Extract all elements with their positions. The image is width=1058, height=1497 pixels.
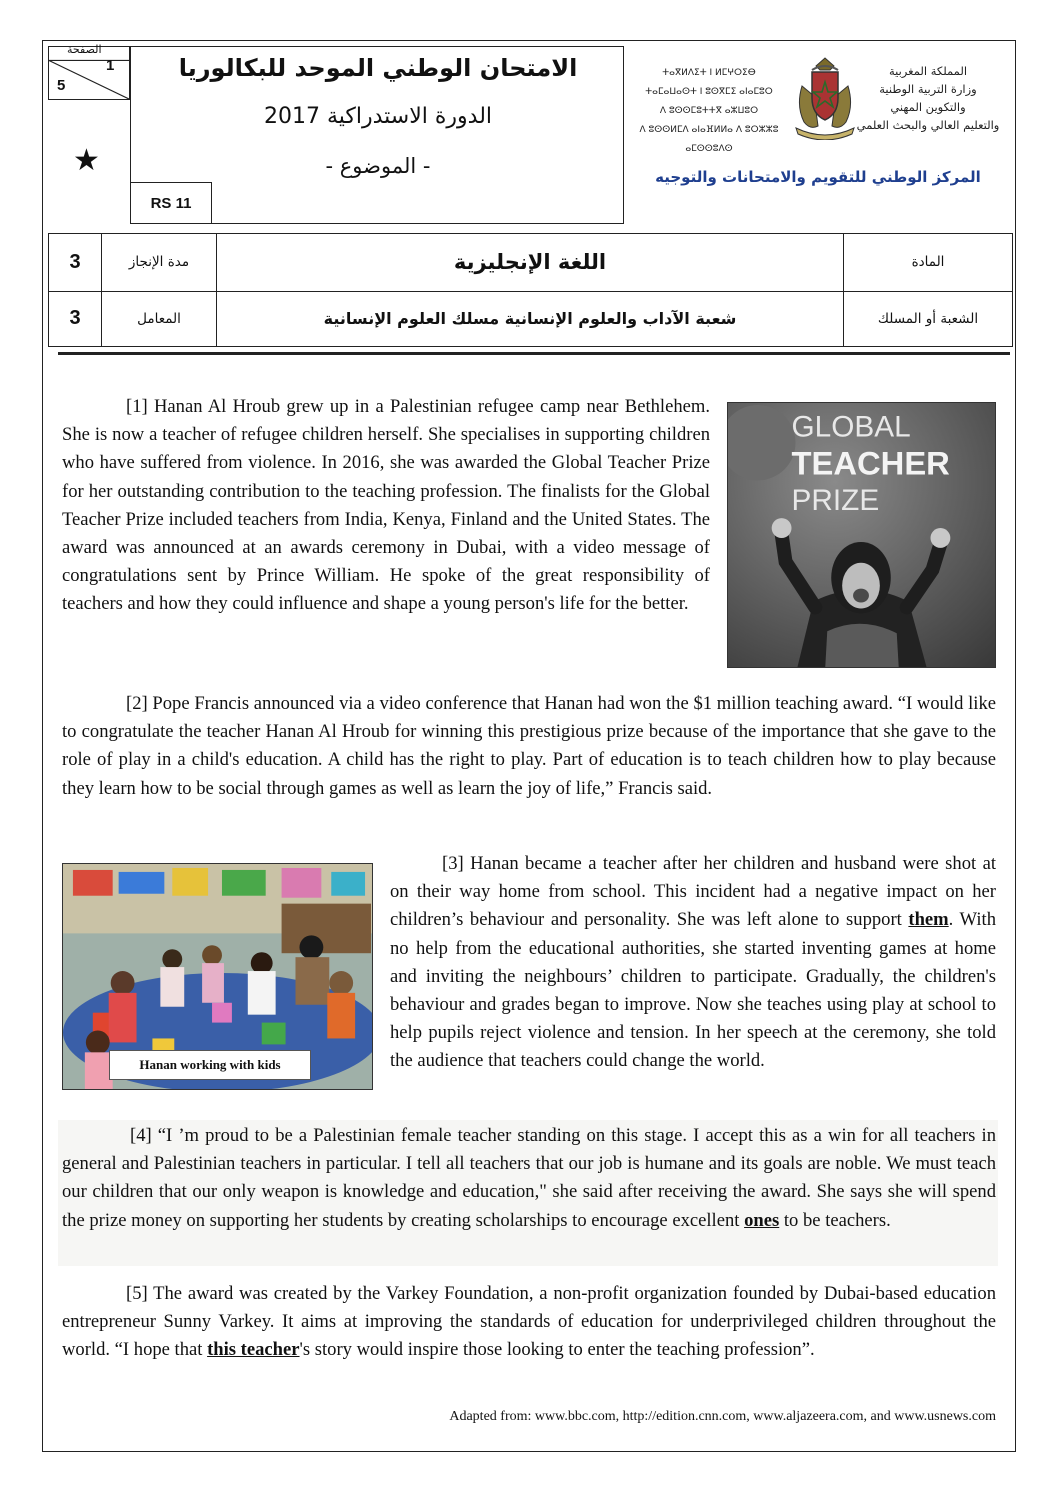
ministry-line: وزارة التربية الوطنية xyxy=(879,82,977,96)
track-row xyxy=(49,291,1013,346)
page-label: الصفحة xyxy=(67,43,102,56)
page-total: 5 xyxy=(57,77,66,94)
tifinagh-ministry-name xyxy=(628,64,790,159)
exam-session: الدورة الاستدراكية 2017 xyxy=(263,104,493,129)
prize-word-teacher: TEACHER xyxy=(791,444,950,482)
moroccan-coat-of-arms-icon xyxy=(790,56,860,140)
center-name: المركز الوطني للتقويم والامتحانات والتوجيه xyxy=(655,168,981,186)
reference-word-ones: ones xyxy=(744,1209,780,1231)
ministry-line: والتكوين المهني xyxy=(890,100,966,114)
coefficient-label: المعامل xyxy=(102,291,217,346)
paragraph-3-text: [3] Hanan became a teacher after her children and husband were shot at on their way home from school. This incident had a negative impact on her children’s behaviour and personality. She was left alone to support xyxy=(390,853,996,931)
ministry-name xyxy=(852,62,1004,134)
tifinagh-line: ⴷ ⵓⵙⵙⵎⵓⵜⵜⴳ ⴰⵣⵡⵓⵔ xyxy=(659,106,759,116)
exam-title: الامتحان الوطني الموحد للبكالوريا xyxy=(178,54,578,82)
paragraph-5 xyxy=(62,1280,996,1365)
track-name: شعبة الآداب والعلوم الإنسانية مسلك العلوم الإنسانية xyxy=(217,291,844,346)
subject-name: اللغة الإنجليزية xyxy=(217,234,844,292)
prize-photo-illustration xyxy=(728,403,995,667)
hanan-with-kids-photo xyxy=(62,863,373,1090)
tifinagh-line: ⴷ ⵓⵙⵙⵍⵎⴷ ⴰⵏⴰⴼⵍⵍⴰ ⴷ ⵓⵔⵣⵣⵓ ⴰⵎⵙⵙⵓⴷⵙ xyxy=(639,125,779,154)
ministry-line: والتعليم العالي والبحث العلمي xyxy=(856,118,1000,132)
tifinagh-line: ⵜⴰⵎⴰⵡⴰⵙⵜ ⵏ ⵓⵙⴳⵎⵉ ⴰⵏⴰⵎⵓⵔ xyxy=(645,87,773,97)
paragraph-4-text-cont: to be teachers. xyxy=(779,1209,891,1231)
topic-label: - الموضوع - xyxy=(325,154,431,178)
paragraph-5-text-cont: 's story would inspire those looking to enter the teaching profession”. xyxy=(299,1339,815,1361)
track-label: الشعبة أو المسلك xyxy=(844,291,1013,346)
subject-label: المادة xyxy=(844,234,1013,292)
paragraph-2-text: [2] Pope Francis announced via a video conference that Hanan had won the $1 million teaching award. “I would like to congratulate the teacher Hanan Al Hroub for winning this prestigious prize because of the importance that she gave to the role of play in a child's education. A child has the right to play. Part of education is to teach children how to play because they learn how to be social through games as well as learn the joy of life,” Francis said. xyxy=(62,693,996,799)
reference-word-them: them xyxy=(908,909,949,931)
duration-value: 3 xyxy=(49,234,102,292)
paragraph-5-text: [5] The award was created by the Varkey Foundation, a non-profit organization founded by Dubai-based education entrepreneur Sunny Varkey. It aims at improving the standards of education for underprivileged children throughout the world. “I hope that xyxy=(62,1283,996,1361)
header-divider xyxy=(58,352,1010,355)
page-number: 1 xyxy=(106,57,115,74)
ministry-line: المملكة المغربية xyxy=(888,64,968,78)
prize-word-global: GLOBAL xyxy=(791,410,911,444)
paragraph-2 xyxy=(62,690,996,803)
subject-row xyxy=(49,234,1013,292)
paragraph-4-text: [4] “I ’m proud to be a Palestinian female teacher standing on this stage. I accept this as a win for all teachers in general and Palestinian teachers in particular. I tell all teachers that our job is humane and its goals are noble. We must teach our children that our only weapon is knowledge and education," she said after receiving the award. She says she will spend the prize money on supporting her students by creating scholarships to encourage excellent xyxy=(62,1125,996,1231)
page-number-box xyxy=(48,43,130,100)
source-citation: Adapted from: www.bbc.com, http://edition.cnn.com, www.aljazeera.com, and www.usnews.com xyxy=(449,1409,996,1424)
global-teacher-prize-photo xyxy=(727,402,996,668)
duration-label: مدة الإنجاز xyxy=(102,234,217,292)
tifinagh-line: ⵜⴰⴳⵍⴷⵉⵜ ⵏ ⵍⵎⵖⵔⵉⴱ xyxy=(662,68,756,78)
subject-table xyxy=(48,233,1013,347)
paragraph-1-text: [1] Hanan Al Hroub grew up in a Palestinian refugee camp near Bethlehem. She is now a teacher of refugee children herself. She specialises in supporting children who have suffered from violence. In 2016, she was awarded the Global Teacher Prize for her outstanding contribution to the teaching profession. The finalists for the Global Teacher Prize included teachers from India, Kenya, Finland and the United States. The award was announced at an awards ceremony in Dubai, with a video message of congratulations sent by Prince William. He spoke of the great responsibility of teachers and how they could influence and shape a young person's life for the better. xyxy=(62,396,710,615)
black-star-icon: ★ xyxy=(73,143,100,178)
reference-word-this-teacher: this teacher xyxy=(207,1339,300,1361)
photo-caption: Hanan working with kids xyxy=(109,1050,311,1080)
paragraph-4 xyxy=(62,1122,996,1235)
prize-word-prize: PRIZE xyxy=(791,484,880,518)
coefficient-value: 3 xyxy=(49,291,102,346)
paragraph-3-text-cont: . With no help from the educational authorities, she started inventing games at home and inviting the neighbours’ children to participate. Gradually, the children's behaviour and grades began to improve. Now she teaches using play at school to help pupils reject violence and tension. In her speech at the ceremony, she told the audience that teachers could change the world. xyxy=(390,909,996,1072)
paragraph-1 xyxy=(62,393,710,619)
paragraph-3 xyxy=(390,850,996,1076)
exam-code: RS 11 xyxy=(130,182,212,224)
